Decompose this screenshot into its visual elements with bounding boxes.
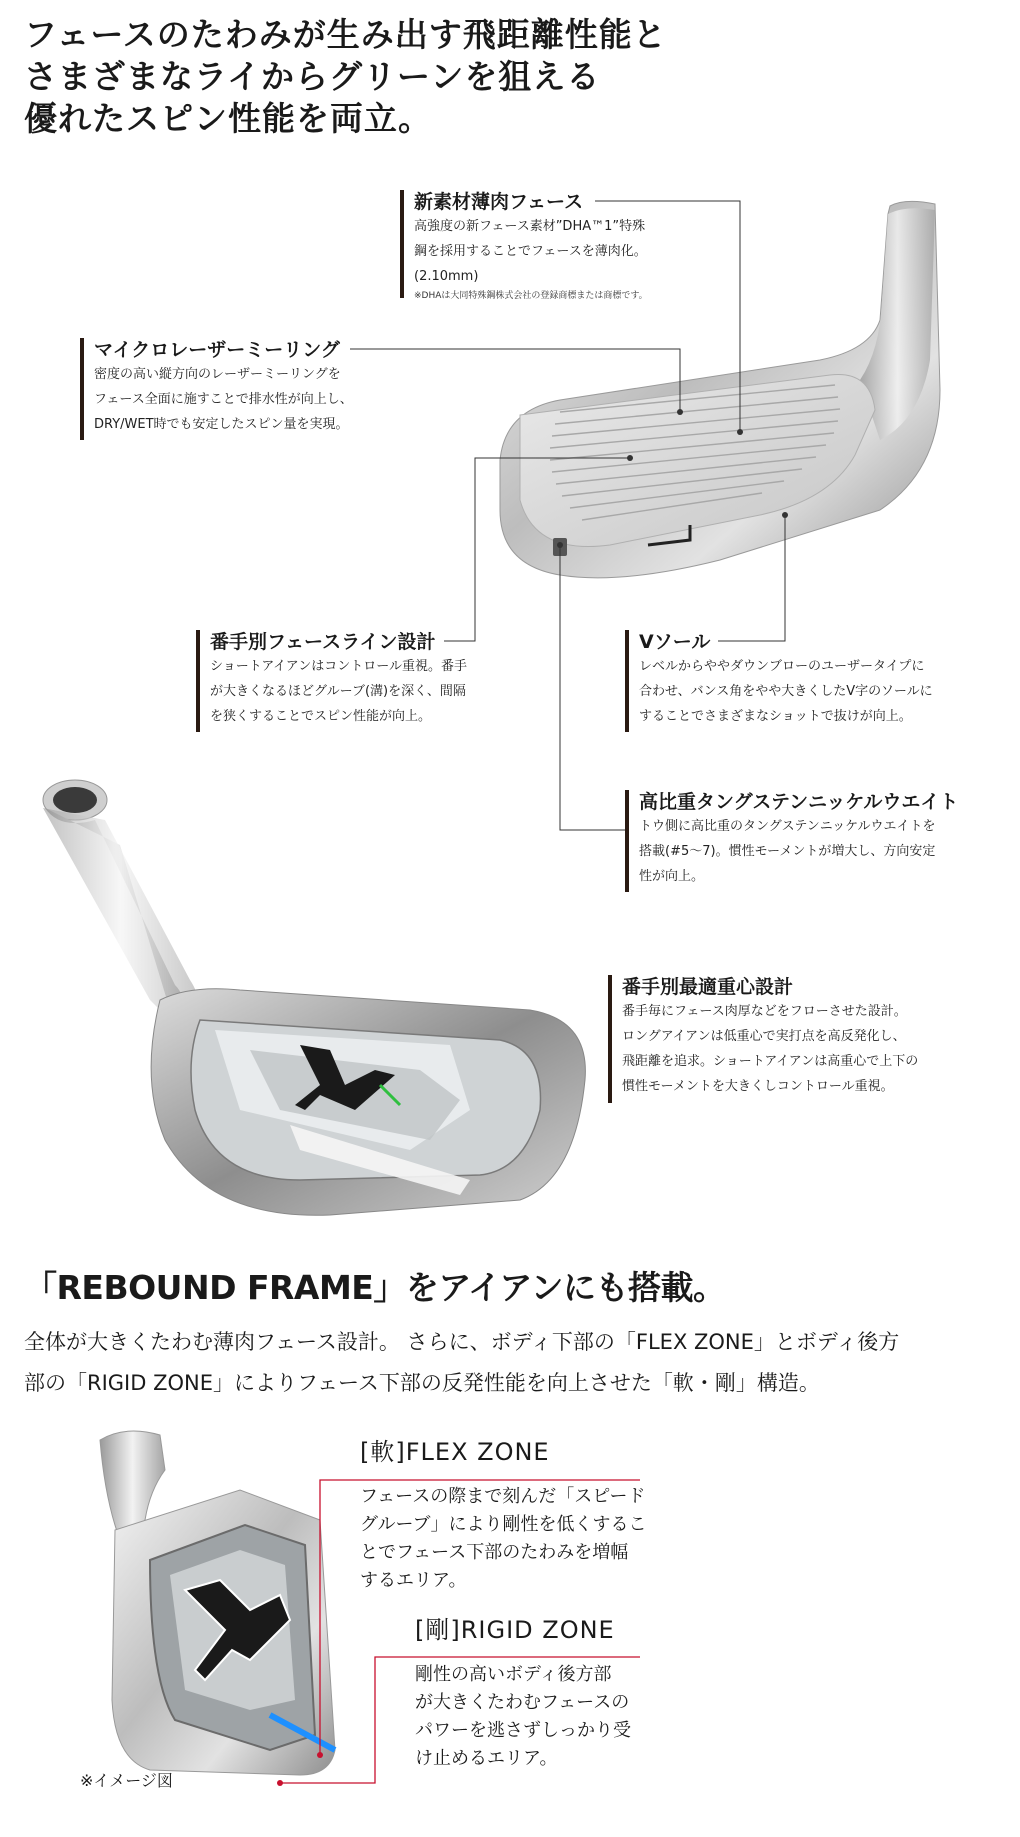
- callout-vsole: [625, 630, 933, 729]
- callout-line: 飛距離を追求。ショートアイアンは高重心で上下の: [622, 1054, 919, 1069]
- rigid-zone-line: が大きくたわむフェースの: [415, 1692, 630, 1713]
- callout-line: 番手毎にフェース肉厚などをフローさせた設計。: [622, 1004, 907, 1019]
- flex-zone: [360, 1432, 647, 1595]
- section-body: [24, 1322, 899, 1404]
- flex-zone-line: するエリア。: [360, 1570, 467, 1591]
- callout-line: ショートアイアンはコントロール重視。番手: [210, 659, 468, 674]
- callout-line: 鋼を採用することでフェースを薄肉化。: [414, 244, 647, 259]
- callout-title: 新素材薄肉フェース: [414, 191, 584, 213]
- callout-weight: [625, 790, 958, 889]
- iron-back-image: [43, 780, 585, 1215]
- callout-line: 慣性モーメントを大きくしコントロール重視。: [622, 1079, 894, 1094]
- callout-face: [400, 190, 648, 303]
- callout-line: することでさまざまなショットで抜けが向上。: [639, 709, 912, 724]
- callout-milling: [80, 338, 353, 437]
- rigid-zone: [415, 1610, 631, 1773]
- callout-line: を狭くすることでスピン性能が向上。: [210, 709, 432, 724]
- callout-cog: [608, 975, 918, 1099]
- headline-line: フェースのたわみが生み出す飛距離性能と: [24, 15, 667, 54]
- callout-line: レベルからややダウンブローのユーザータイプに: [639, 659, 925, 674]
- section-body-line: 部の「RIGID ZONE」によりフェース下部の反発性能を向上させた「軟・剛」構造。: [24, 1371, 820, 1395]
- section-title: 「REBOUND FRAME」をアイアンにも搭載。: [24, 1268, 726, 1307]
- rigid-zone-line: け止めるエリア。: [415, 1748, 558, 1769]
- rigid-zone-line: 剛性の高いボディ後方部: [415, 1664, 612, 1685]
- callout-title: Vソール: [639, 631, 711, 653]
- callout-title: マイクロレーザーミーリング: [94, 339, 340, 361]
- callout-faceline: [196, 630, 467, 729]
- callout-line: 搭載(#5〜7)。慣性モーメントが増大し、方向安定: [639, 844, 936, 859]
- rigid-zone-line: パワーを逃さずしっかり受: [415, 1720, 631, 1741]
- callout-line: 高強度の新フェース素材”DHA™1”特殊: [414, 219, 646, 234]
- callout-title: 高比重タングステンニッケルウエイト: [639, 791, 959, 813]
- flex-zone-line: フェースの際まで刻んだ「スピード: [360, 1486, 646, 1507]
- headline-line: さまざまなライからグリーンを狙える: [24, 57, 601, 96]
- flex-zone-line: グルーブ」により剛性を低くするこ: [360, 1514, 647, 1535]
- callout-line: 密度の高い縦方向のレーザーミーリングを: [94, 367, 341, 382]
- rigid-zone-title: [剛]RIGID ZONE: [415, 1616, 615, 1644]
- callout-note: ※DHAは大同特殊鋼株式会社の登録商標または商標です。: [414, 291, 648, 301]
- headline-line: 優れたスピン性能を両立。: [24, 99, 432, 138]
- callout-line: DRY/WET時でも安定したスピン量を実現。: [94, 417, 349, 432]
- flex-zone-title: [軟]FLEX ZONE: [360, 1438, 550, 1466]
- footnote: ※イメージ図: [80, 1771, 173, 1790]
- callout-title: 番手別最適重心設計: [622, 976, 794, 998]
- callout-line: が大きくなるほどグルーブ(溝)を深く、間隔: [210, 684, 466, 699]
- callout-line: (2.10mm): [414, 269, 479, 284]
- rebound-frame-image: [100, 1431, 335, 1775]
- flex-zone-line: とでフェース下部のたわみを増幅: [360, 1542, 629, 1563]
- callout-line: ロングアイアンは低重心で実打点を高反発化し、: [622, 1029, 906, 1044]
- callout-title: 番手別フェースライン設計: [210, 631, 436, 653]
- callout-line: トウ側に高比重のタングステンニッケルウエイトを: [639, 819, 936, 834]
- callout-line: フェース全面に施すことで排水性が向上し、: [94, 392, 353, 407]
- section-body-line: 全体が大きくたわむ薄肉フェース設計。 さらに、ボディ下部の「FLEX ZONE」とボディ後方: [24, 1330, 900, 1354]
- callout-line: 性が向上。: [639, 869, 705, 884]
- callout-line: 合わせ、バンス角をやや大きくしたV字のソールに: [639, 684, 933, 699]
